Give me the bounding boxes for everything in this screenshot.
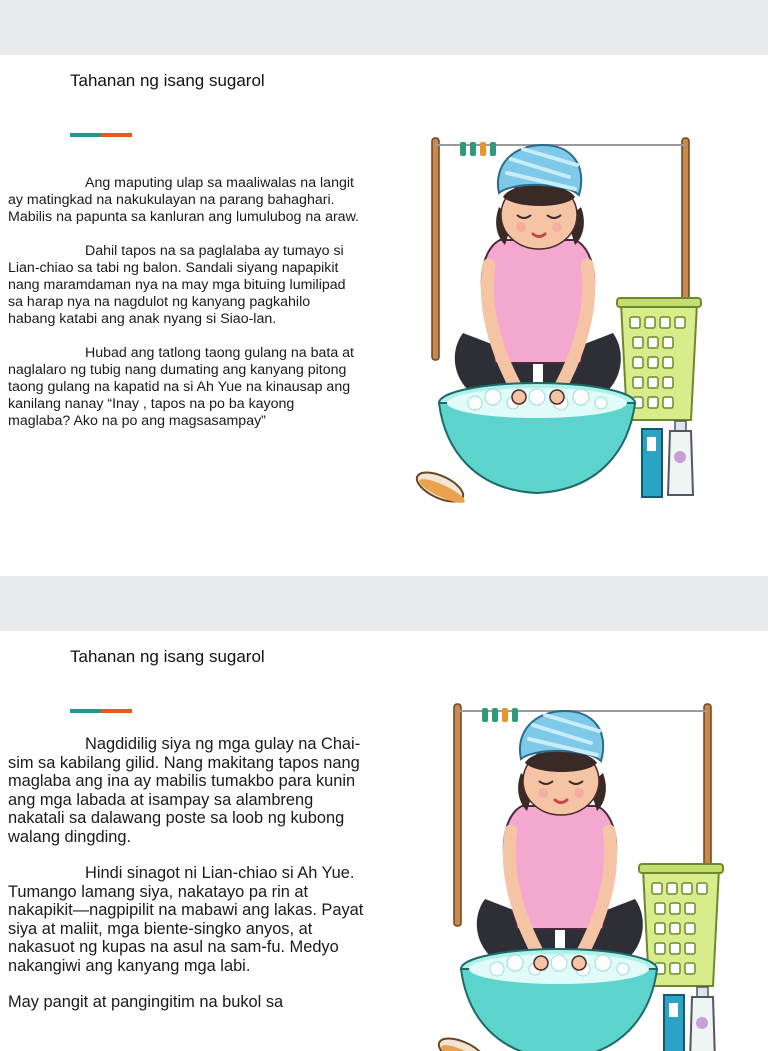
accent-bar-orange xyxy=(101,133,132,137)
slide-title: Tahanan ng isang sugarol xyxy=(70,647,265,666)
slide-1 xyxy=(0,55,768,576)
story-text xyxy=(8,175,360,447)
story-text xyxy=(8,735,368,1030)
paragraph-3: May pangit at pangingitim na bukol sa xyxy=(8,993,284,1011)
accent-bar-teal xyxy=(70,133,101,137)
woman-washing-clothes-illustration xyxy=(437,701,727,1051)
accent-bar-teal xyxy=(70,709,101,713)
accent-bar xyxy=(70,709,132,713)
paragraph-2: Hindi sinagot ni Lian-chiao si Ah Yue. Tumango lamang siya, nakatayo pa rin at nakapikit—nagpipilit na mabawi ang lakas. Payat siya at maliit, mga biente-singko anyos, at nakasuot ng kupas na asul na sam-fu. Medyo nakangiwi ang kanyang mga labi. xyxy=(8,864,364,975)
paragraph-1: Ang maputing ulap sa maaliwalas na langit ay matingkad na nakukulayan na parang bahaghari. Mabilis na papunta sa kanluran ang lumulubog na araw. xyxy=(8,175,359,225)
woman-washing-clothes-illustration xyxy=(415,135,705,520)
accent-bar xyxy=(70,133,132,137)
paragraph-1: Nagdidilig siya ng mga gulay na Chai-sim sa kabilang gilid. Nang makitang tapos nang maglaba ang ina ay mabilis tumakbo para kunin ang mga labada at isampay sa alambreng nakatali sa dalawang poste sa loob ng kubong walang dingding. xyxy=(8,735,361,846)
paragraph-3: Hubad ang tatlong taong gulang na bata at naglalaro ng tubig nang dumating ang kanyang pitong taong gulang na kapatid na si Ah Yue na kinausap ang kanilang nanay “Inay , tapos na po ba kayong maglaba? Ako na po ang magsasampay” xyxy=(8,345,355,429)
accent-bar-orange xyxy=(101,709,132,713)
slide-title: Tahanan ng isang sugarol xyxy=(70,71,265,90)
slide-2 xyxy=(0,631,768,1051)
paragraph-2: Dahil tapos na sa paglalaba ay tumayo si Lian-chiao sa tabi ng balon. Sandali siyang napapikit nang maramdaman nya na may mga bituing lumilipad sa harap nya na nagdulot ng kanyang pagkahilo habang katabi ang anak nyang si Siao-lan. xyxy=(8,243,346,327)
